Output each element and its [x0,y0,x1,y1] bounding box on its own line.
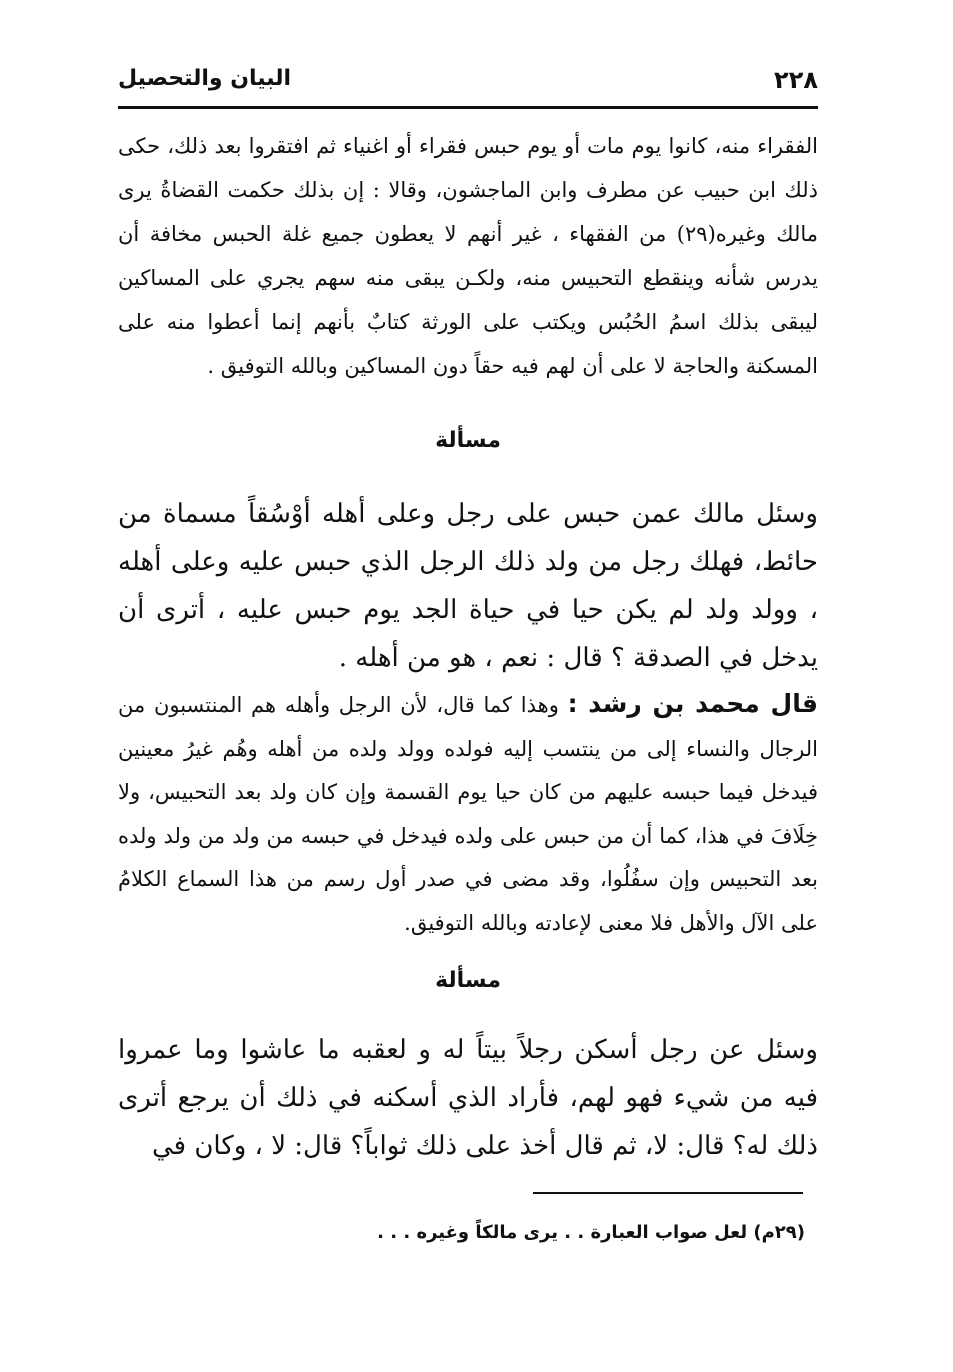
footnote: (٢٩م) لعل صواب العبارة . . يرى مالكاً وغيره . . . [377,1222,805,1243]
section-heading-2: مسألة [435,968,501,993]
commentary-speaker: قال محمد بن رشد : [567,689,818,718]
passage-continuation: الفقراء منه، كانوا يوم مات أو يوم حبس فقراء أو اغنياء ثم افتقروا بعد ذلك، حكى ذلك ابن حبيب عن مطرف وابن الماجشون، وقالا : إن بذلك حكمت القضاةُ يرى مالك وغيره(٢٩) من الفقهاء ، غير أنهم لا يعطون جميع غلة الحبس مخافة أن يدرس شأنه وينقطع التحبيس منه، ولكـن يبقى منه سهم يجري على المساكين ليبقى بذلك اسمُ الحُبُس ويكتب على الورثة كتابٌ بأنهم إنما أعطوا منه على المسكنة والحاجة لا على أن لهم فيه حقاً دون المساكين وبالله التوفيق . [118,134,818,378]
question-1: وسئل مالك عمن حبس على رجل وعلى أهله أوْسُقاً مسماة من حائط، فهلك رجل من ولد ذلك الرجل الذي حبس عليه وعلى أهله ، وولد ولد لم يكن حيا في حياة الجد يوم حبس عليه ، أترى أن يدخل في الصدقة ؟ قال : نعم ، هو من أهله . [118,499,818,673]
commentary [118,682,818,945]
running-title: البيان والتحصيل [118,66,292,91]
commentary-text: وهذا كما قال، لأن الرجل وأهله هم المنتسبون من الرجال والنساء إلى من ينتسب إليه فولده وولد ولده من أهله وهُم غيرُ معينين فيدخل فيما حبسه عليهم من كان حيا يوم القسمة وإن كان ولد بعد التحبيس، ولا خِلَافَ في هذا، كما أن من حبس على ولده فيدخل في حبسه من ولد من ولد ولده بعد التحبيس وإن سفُلُوا، وقد مضى في صدر أول رسم من هذا السماع الكلامُ على الآل والأهل فلا معنى لإعادته وبالله التوفيق. [118,693,818,935]
footnote-rule [533,1192,803,1194]
page-number: ٢٢٨ [774,66,818,94]
page-header [118,66,818,106]
section-heading-1: مسألة [435,428,501,453]
header-rule [118,106,818,109]
question-2: وسئل عن رجل أسكن رجلاً بيتاً له و لعقبه ما عاشوا وما عمروا فيه من شيء فهو لهم، فأراد الذي أسكنه في ذلك أن يرجع أترى ذلك له؟ قال: لا، ثم قال أخذ على ذلك ثواباً؟ قال: لا ، وكان في [118,1035,818,1161]
